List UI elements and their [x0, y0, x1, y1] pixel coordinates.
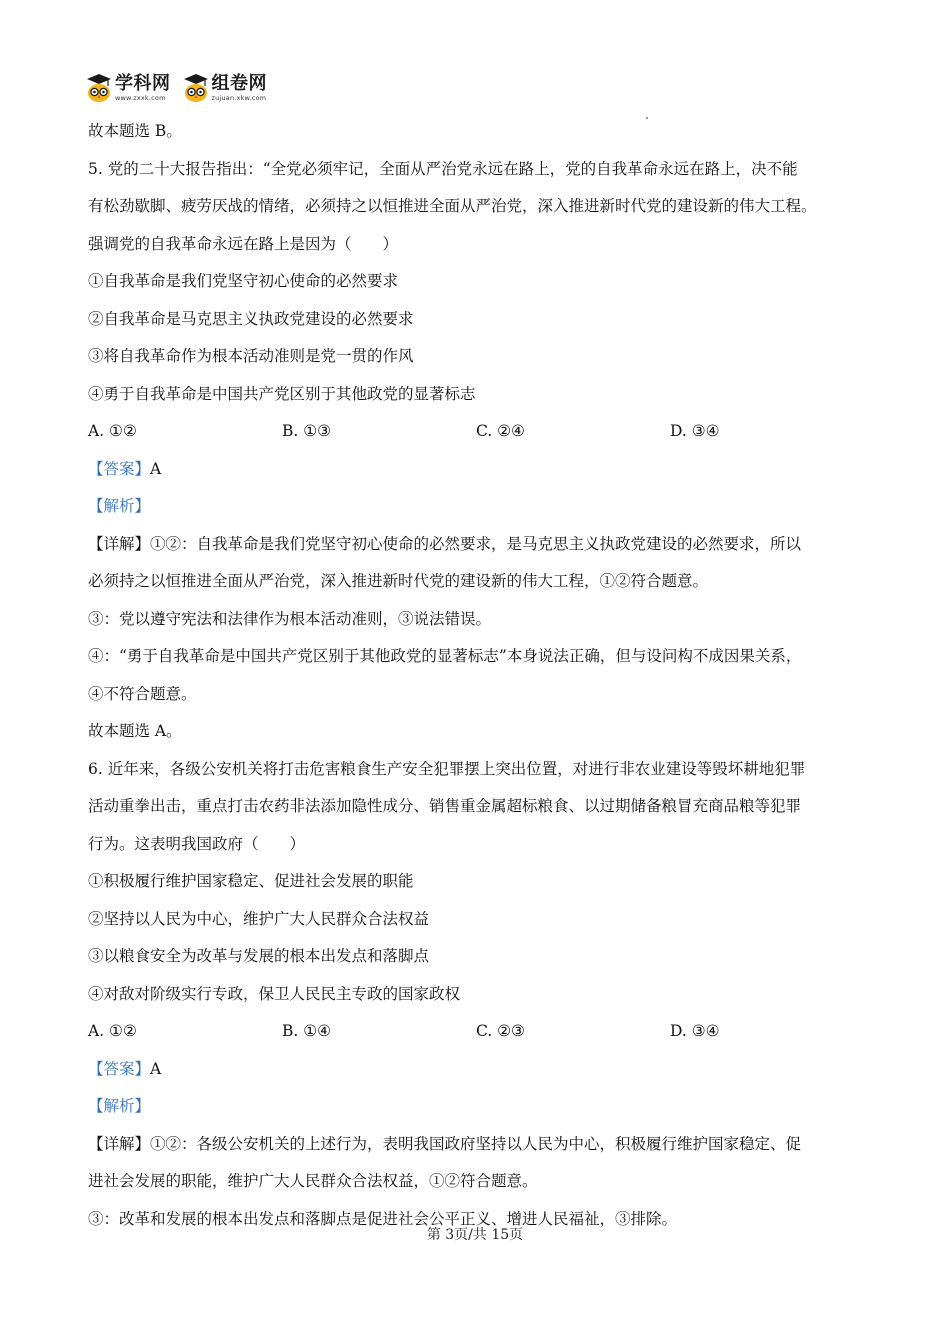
question-stem-line: 有松劲歇脚、疲劳厌战的情绪，必须持之以恒推进全面从严治党，深入推进新时代党的建设新的伟大工程。 [88, 197, 817, 215]
prev-conclusion: 故本题选 B。 [88, 122, 182, 140]
detail-line [88, 1126, 868, 1164]
option-b: B. ①③ [282, 422, 332, 440]
detail-line: ③：党以遵守宪法和法律作为根本活动准则，③说法错误。 [88, 609, 492, 628]
detail-label: 【详解】 [88, 1134, 151, 1153]
statement-item: ②自我革命是马克思主义执政党建设的必然要求 [88, 309, 414, 328]
question-5 [88, 151, 868, 751]
answer-line [88, 1051, 868, 1089]
option-b: B. ①④ [282, 1022, 332, 1040]
answer-options [88, 413, 868, 451]
logo-url: zujuan.xkw.com [211, 93, 267, 102]
detail-line: ④：“勇于自我革命是中国共产党区别于其他政党的显著标志”本身说法正确，但与设问构不成因果关系， [88, 647, 802, 665]
logo-url: www.zxxk.com [115, 93, 166, 102]
answer-value: A [150, 1059, 162, 1078]
analysis-label: 【解析】 [88, 497, 151, 515]
logo-zujuanwang[interactable] [183, 73, 268, 103]
question-stem-line: 5. 党的二十大报告指出：“全党必须牢记，全面从严治党永远在路上，党的自我革命永远在路上，决不能 [88, 159, 798, 178]
header-logos [86, 70, 267, 106]
detail-line [88, 526, 868, 564]
statement-item: ③将自我革命作为根本活动准则是党一贯的作风 [88, 347, 414, 365]
answer-label: 【答案】 [88, 459, 151, 478]
answer-value: A [150, 459, 162, 478]
detail-line: ④不符合题意。 [88, 684, 197, 703]
option-c: C. ②③ [476, 1022, 525, 1040]
option-c: C. ②④ [476, 422, 525, 440]
analysis-line [88, 1088, 868, 1126]
analysis-line [88, 488, 868, 526]
option-d: D. ③④ [670, 422, 720, 440]
conclusion-line: 故本题选 A。 [88, 722, 182, 740]
detail-line: 必须持之以恒推进全面从严治党，深入推进新时代党的建设新的伟大工程，①②符合题意。 [88, 572, 709, 590]
question-stem-line: 强调党的自我革命永远在路上是因为（ ） [88, 234, 399, 253]
question-stem-line: 活动重拳出击，重点打击农药非法添加隐性成分、销售重金属超标粮食、以过期储备粮冒充商品粮等犯罪 [88, 797, 802, 815]
statement-item: ②坚持以人民为中心，维护广大人民群众合法权益 [88, 909, 430, 928]
analysis-label: 【解析】 [88, 1097, 151, 1115]
answer-label: 【答案】 [88, 1059, 151, 1078]
statement-item: ①自我革命是我们党坚守初心使命的必然要求 [88, 272, 399, 290]
detail-text: ①②：各级公安机关的上述行为，表明我国政府坚持以人民为中心，积极履行维护国家稳定、促 [150, 1134, 802, 1153]
logo-name: 学科网 [115, 72, 171, 94]
option-a: A. ①② [88, 1022, 137, 1040]
detail-line: 进社会发展的职能，维护广大人民群众合法权益，①②符合题意。 [88, 1172, 538, 1190]
document-body [88, 113, 868, 1238]
statement-item: ①积极履行维护国家稳定、促进社会发展的职能 [88, 872, 414, 890]
detail-text: ①②：自我革命是我们党坚守初心使命的必然要求，是马克思主义执政党建设的必然要求，所以 [150, 534, 802, 553]
detail-line: ③：改革和发展的根本出发点和落脚点是促进社会公平正义、增进人民福祉，③排除。 [88, 1209, 678, 1228]
logo-name: 组卷网 [211, 72, 267, 94]
owl-icon [183, 73, 209, 103]
statement-item: ④对敌对阶级实行专政，保卫人民民主专政的国家政权 [88, 984, 461, 1003]
statement-item: ③以粮食安全为改革与发展的根本出发点和落脚点 [88, 947, 430, 965]
question-stem-line: 行为。这表明我国政府（ ） [88, 834, 306, 853]
logo-xuekewang[interactable] [86, 73, 171, 103]
detail-label: 【详解】 [88, 534, 151, 553]
answer-options [88, 1013, 868, 1051]
answer-line [88, 451, 868, 489]
question-6 [88, 751, 868, 1239]
option-a: A. ①② [88, 422, 137, 440]
page-footer: 第 3页/共 15页 [426, 1227, 524, 1243]
owl-icon [86, 73, 112, 103]
question-stem-line: 6. 近年来，各级公安机关将打击危害粮食生产安全犯罪摆上突出位置，对进行非农业建设等毁坏耕地犯罪 [88, 759, 806, 778]
option-d: D. ③④ [670, 1022, 720, 1040]
statement-item: ④勇于自我革命是中国共产党区别于其他政党的显著标志 [88, 384, 476, 403]
